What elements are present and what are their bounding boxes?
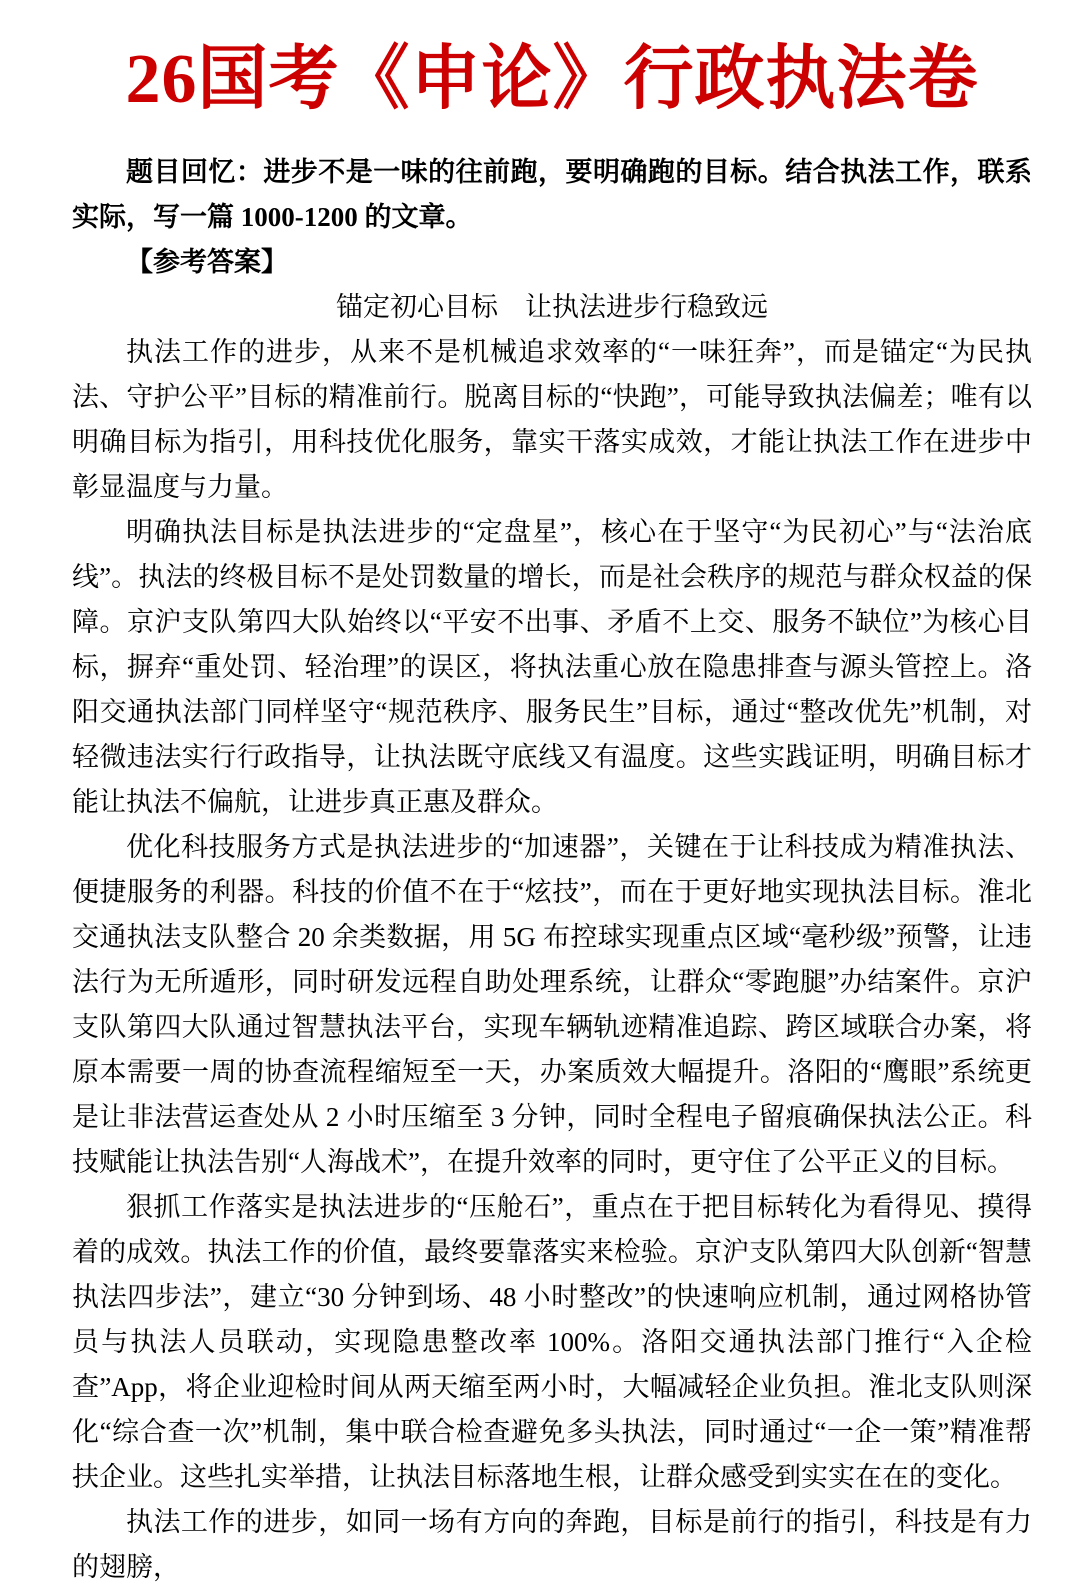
essay-paragraph: 明确执法目标是执法进步的“定盘星”，核心在于坚守“为民初心”与“法治底线”。执法的终极目标不是处罚数量的增长，而是社会秩序的规范与群众权益的保障。京沪支队第四大队始终以“平安不出事、矛盾不上交、服务不缺位”为核心目标，摒弃“重处罚、轻治理”的误区，将执法重心放在隐患排查与源头管控上。洛阳交通执法部门同样坚守“规范秩序、服务民生”目标，通过“整改优先”机制，对轻微违法实行行政指导，让执法既守底线又有温度。这些实践证明，明确目标才能让执法不偏航，让进步真正惠及群众。 xyxy=(72,516,1032,817)
essay-paragraph: 执法工作的进步，从来不是机械追求效率的“一味狂奔”，而是锚定“为民执法、守护公平”目标的精准前行。脱离目标的“快跑”，可能导致执法偏差；唯有以明确目标为指引，用科技优化服务，靠实干落实成效，才能让执法工作在进步中彰显温度与力量。 xyxy=(72,336,1032,502)
question-recall: 题目回忆：进步不是一味的往前跑，要明确跑的目标。结合执法工作，联系实际，写一篇 1000-1200 的文章。 xyxy=(72,156,1032,232)
essay-paragraph: 执法工作的进步，如同一场有方向的奔跑，目标是前行的指引，科技是有力的翅膀， xyxy=(72,1506,1032,1582)
essay-paragraph: 狠抓工作落实是执法进步的“压舱石”，重点在于把目标转化为看得见、摸得着的成效。执法工作的价值，最终要靠落实来检验。京沪支队第四大队创新“智慧执法四步法”，建立“30 分钟到场、48 小时整改”的快速响应机制，通过网格协管员与执法人员联动，实现隐患整改率 100%。洛阳交通执法部门推行“入企检查”App，将企业迎检时间从两天缩至两小时，大幅减轻企业负担。淮北支队则深化“综合查一次”机制，集中联合检查避免多头执法，同时通过“一企一策”精准帮扶企业。这些扎实举措，让执法目标落地生根，让群众感受到实实在在的变化。 xyxy=(72,1191,1032,1492)
essay-title: 锚定初心目标 让执法进步行稳致远 xyxy=(336,291,768,322)
page-title: 26国考《申论》行政执法卷 xyxy=(125,41,979,118)
essay-paragraph: 优化科技服务方式是执法进步的“加速器”，关键在于让科技成为精准执法、便捷服务的利器。科技的价值不在于“炫技”，而在于更好地实现执法目标。淮北交通执法支队整合 20 余类数据，用 5G 布控球实现重点区域“毫秒级”预警，让违法行为无所遁形，同时研发远程自助处理系统，让群众“零跑腿”办结案件。京沪支队第四大队通过智慧执法平台，实现车辆轨迹精准追踪、跨区域联合办案，将原本需要一周的协查流程缩短至一天，办案质效大幅提升。洛阳的“鹰眼”系统更是让非法营运查处从 2 小时压缩至 3 分钟，同时全程电子留痕确保执法公正。科技赋能让执法告别“人海战术”，在提升效率的同时，更守住了公平正义的目标。 xyxy=(72,831,1032,1177)
answer-label: 【参考答案】 xyxy=(126,246,288,277)
